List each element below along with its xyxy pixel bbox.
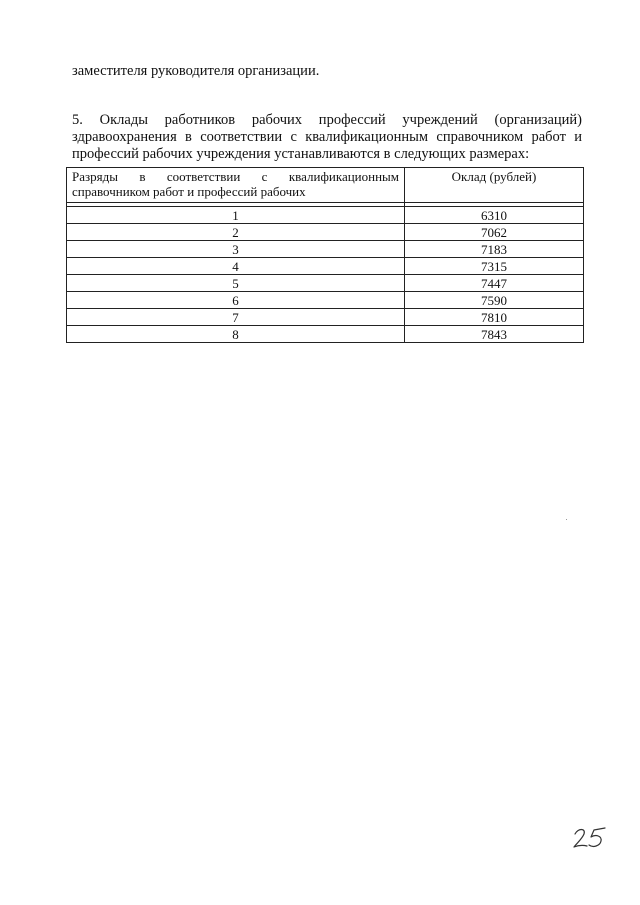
scan-speck xyxy=(566,519,567,520)
grade-cell: 5 xyxy=(67,275,405,292)
grade-cell: 2 xyxy=(67,224,405,241)
table-header-row xyxy=(67,168,584,203)
salary-cell: 7590 xyxy=(405,292,584,309)
table-row xyxy=(67,241,584,258)
table-row xyxy=(67,292,584,309)
grade-cell: 4 xyxy=(67,258,405,275)
salary-table xyxy=(66,167,584,343)
salary-cell: 7183 xyxy=(405,241,584,258)
paragraph-line: 5. Оклады работников рабочих профессий учреждений (организаций) xyxy=(72,112,582,128)
salary-cell: 7810 xyxy=(405,309,584,326)
grade-cell: 6 xyxy=(67,292,405,309)
grade-cell: 7 xyxy=(67,309,405,326)
grade-cell: 8 xyxy=(67,326,405,343)
salary-cell: 7315 xyxy=(405,258,584,275)
grade-cell: 1 xyxy=(67,207,405,224)
table-row xyxy=(67,207,584,224)
table-row xyxy=(67,309,584,326)
table-row xyxy=(67,224,584,241)
salary-cell: 7062 xyxy=(405,224,584,241)
header-grade xyxy=(67,168,405,203)
header-grade-line: Разряды в соответствии с квалификационным xyxy=(72,169,399,184)
table-body xyxy=(67,207,584,343)
salary-cell: 7843 xyxy=(405,326,584,343)
table-row xyxy=(67,258,584,275)
handwritten-page-number xyxy=(572,824,608,850)
header-grade-line: справочником работ и профессий рабочих xyxy=(72,184,306,199)
continuation-text: заместителя руководителя организации. xyxy=(72,63,320,79)
table-header xyxy=(67,168,584,207)
salary-cell: 7447 xyxy=(405,275,584,292)
paragraph-line: здравоохранения в соответствии с квалификационным справочником работ и xyxy=(72,129,582,145)
paragraph-line: профессий рабочих учреждения устанавливаются в следующих размерах: xyxy=(72,146,530,162)
header-salary: Оклад (рублей) xyxy=(405,168,584,203)
table-row xyxy=(67,275,584,292)
salary-cell: 6310 xyxy=(405,207,584,224)
table-row xyxy=(67,326,584,343)
grade-cell: 3 xyxy=(67,241,405,258)
paragraph-5 xyxy=(72,112,582,163)
